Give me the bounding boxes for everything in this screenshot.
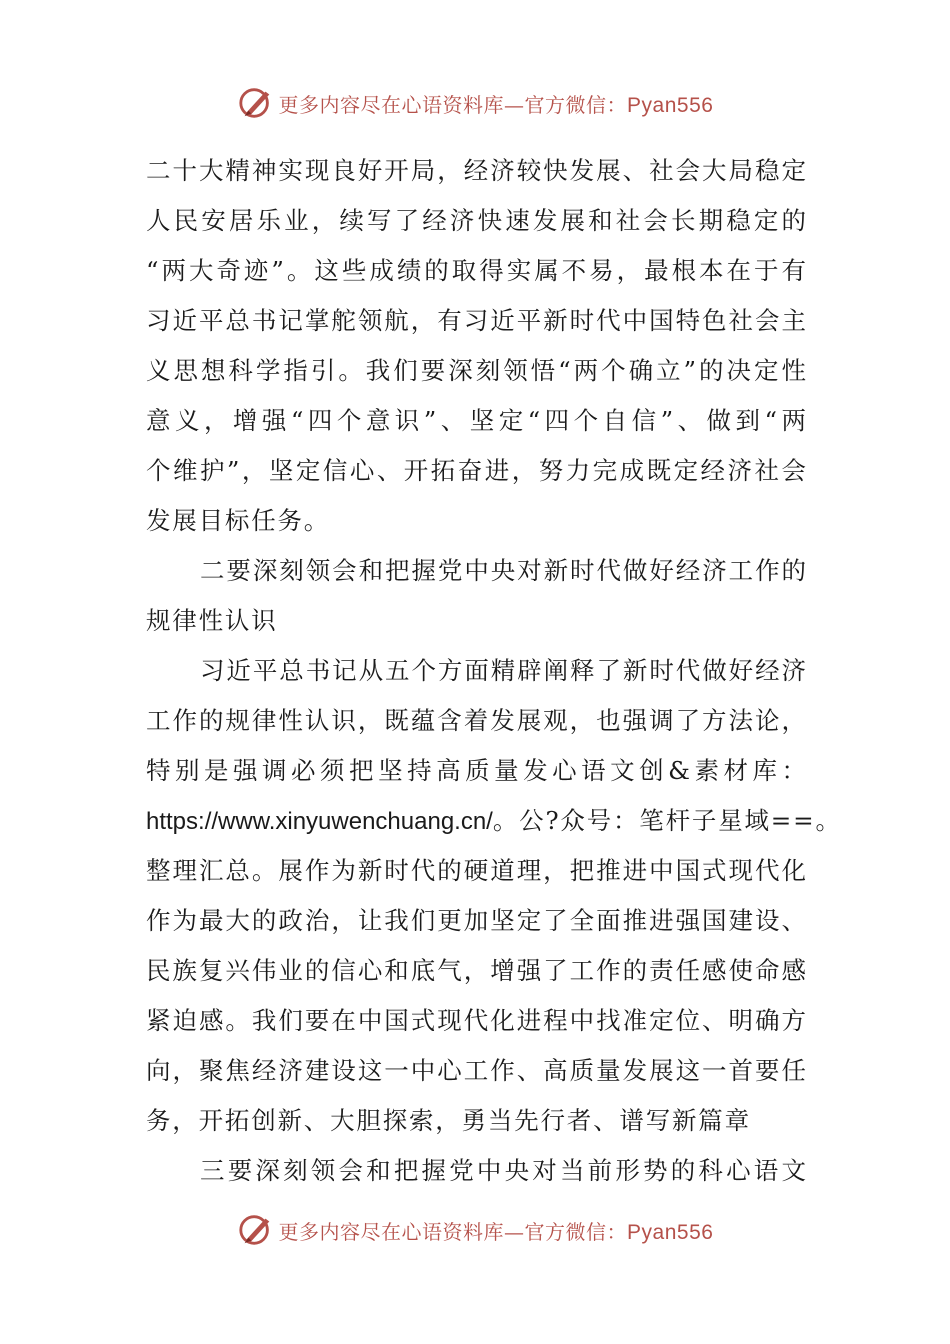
url-link[interactable]: https://www.xinyuwenchuang.cn/ [146, 808, 493, 835]
text-line: 发展目标任务。 [146, 506, 331, 535]
footer-banner [0, 1210, 950, 1250]
document-body [146, 146, 842, 1196]
text-line: 工作的规律性认识，既蕴含着发展观，也强调了方法论， [146, 706, 806, 735]
text-line: 作为最大的政治，让我们更加坚定了全面推进强国建设、 [146, 906, 806, 935]
text-line: 习近平总书记掌舵领航，有习近平新时代中国特色社会主 [146, 306, 806, 335]
text-line: 特别是强调必须把坚持高质量发心语文创&素材库： [146, 756, 806, 785]
text-line: 向，聚焦经济建设这一中心工作、高质量发展这一首要任 [146, 1056, 806, 1085]
text-line: 意义，增强“四个意识”、坚定“四个自信”、做到“两 [146, 406, 806, 435]
footer-text: 更多内容尽在心语资料库—官方微信：Pyan556 [278, 1219, 714, 1244]
url-line: https://www.xinyuwenchuang.cn/。公?众号：笔杆子星域==。 [146, 806, 842, 835]
text-line: 民族复兴伟业的信心和底气，增强了工作的责任感使命感 [146, 956, 806, 985]
section-heading-cont: 规律性认识 [146, 606, 278, 635]
header-banner [0, 83, 950, 123]
header-text: 更多内容尽在心语资料库—官方微信：Pyan556 [278, 92, 714, 117]
pen-logo-icon [237, 84, 275, 122]
text-line: 务，开拓创新、大胆探索，勇当先行者、谱写新篇章 [146, 1106, 751, 1135]
section-heading: 三要深刻领会和把握党中央对当前形势的科心语文 [200, 1156, 806, 1185]
text-line: 二十大精神实现良好开局，经济较快发展、社会大局稳定 [146, 156, 806, 185]
section-heading: 二要深刻领会和把握党中央对新时代做好经济工作的 [200, 556, 806, 585]
text-line: 个维护”，坚定信心、开拓奋进，努力完成既定经济社会 [146, 456, 806, 485]
text-line: 紧迫感。我们要在中国式现代化进程中找准定位、明确方 [146, 1006, 806, 1035]
text-line: 整理汇总。展作为新时代的硬道理，把推进中国式现代化 [146, 856, 806, 885]
text-line: 人民安居乐业，续写了经济快速发展和社会长期稳定的 [146, 206, 806, 235]
pen-logo-icon [237, 1211, 275, 1249]
text-line: 习近平总书记从五个方面精辟阐释了新时代做好经济 [200, 656, 806, 685]
text-line: “两大奇迹”。这些成绩的取得实属不易，最根本在于有 [146, 256, 806, 285]
text-line: 义思想科学指引。我们要深刻领悟“两个确立”的决定性 [146, 356, 806, 385]
